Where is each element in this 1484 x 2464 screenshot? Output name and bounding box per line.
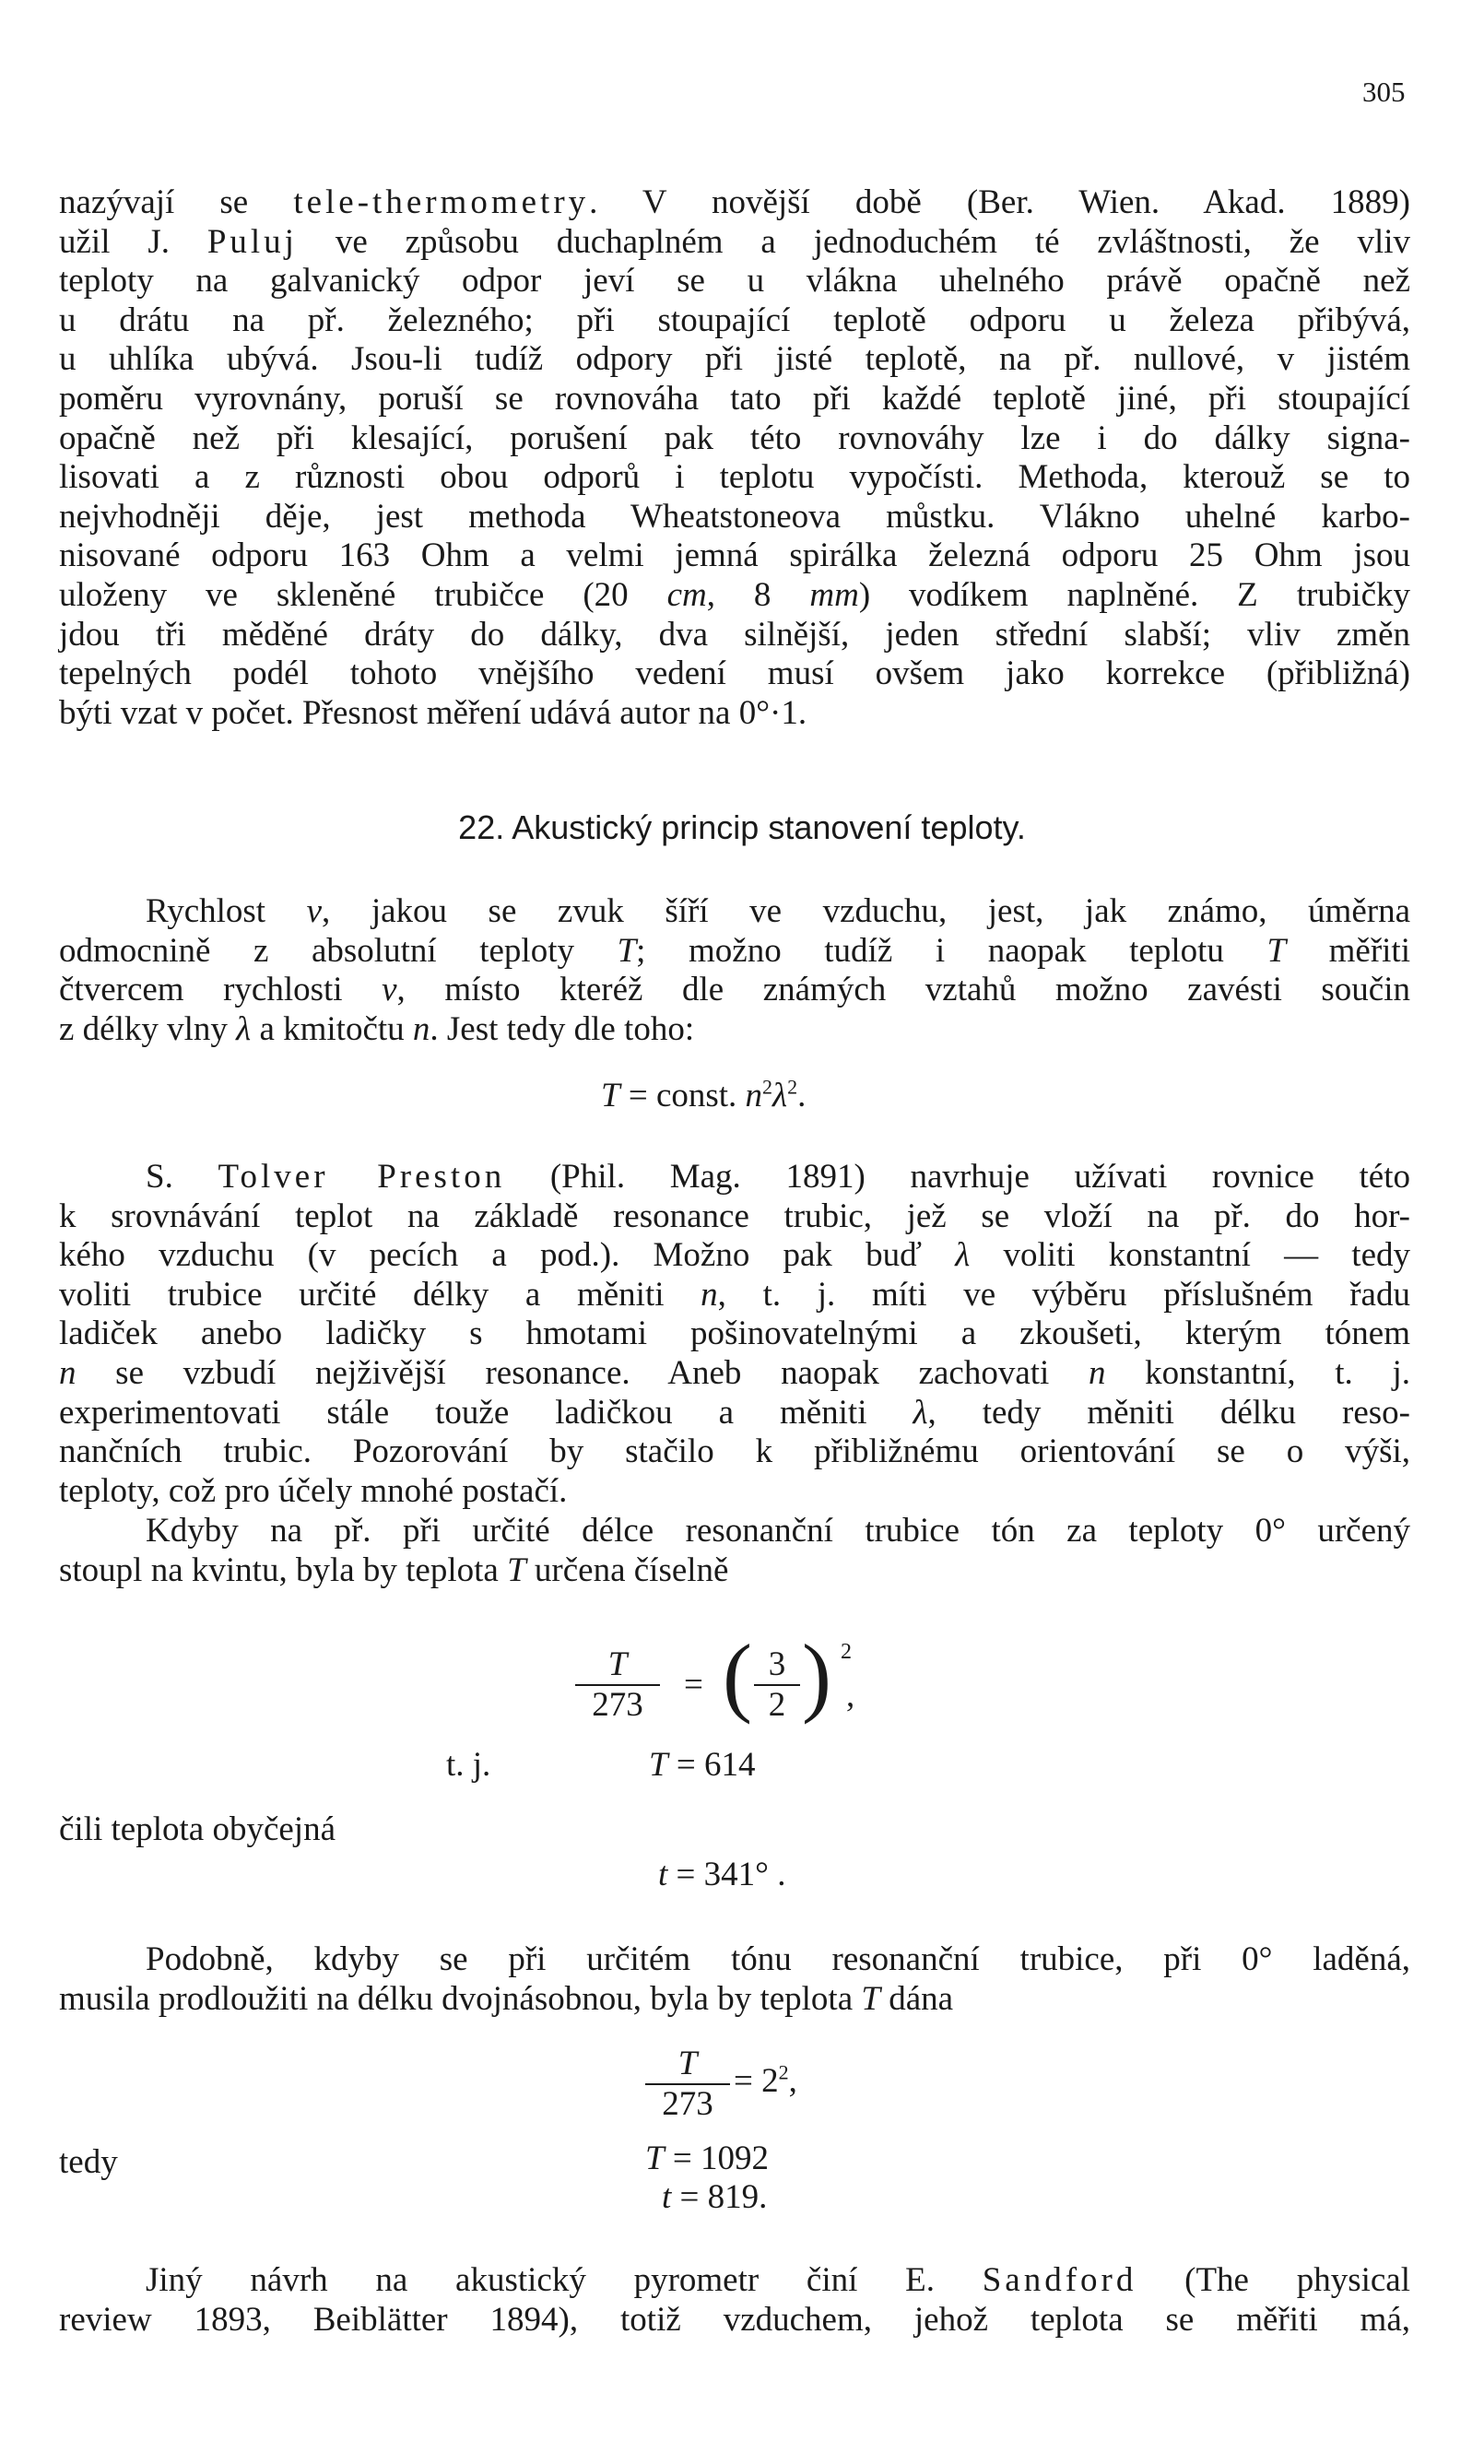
text-line: kého vzduchu (v pecích a pod.). Možno pak buď λ voliti konstantní — tedy: [59, 1236, 1410, 1275]
text-line: ladiček anebo ladičky s hmotami pošinovatelnými a zkoušeti, kterým tónem: [59, 1315, 1410, 1353]
text-line: musila prodloužiti na délku dvojnásobnou, byla by teplota T dána: [59, 1979, 954, 2018]
text-line: Jiný návrh na akustický pyrometr činí E. Sandford (The physical: [146, 2261, 1411, 2299]
text-line: k srovnávání teplot na základě resonance trubic, jež se vloží na př. do hor-: [59, 1197, 1410, 1235]
text-line: nazývají se tele-thermometry. V novější době (Ber. Wien. Akad. 1889): [59, 183, 1410, 221]
fraction-denominator: 273: [662, 2085, 713, 2123]
text-line: voliti trubice určité délky a měniti n, t. j. míti ve výběru příslušném řadu: [59, 1275, 1410, 1314]
fraction-denominator: 2: [768, 1686, 786, 1724]
text-line: z délky vlny λ a kmitočtu n. Jest tedy dle toho:: [59, 1009, 695, 1048]
text-line: stoupl na kvintu, byla by teplota T určena číselně: [59, 1550, 729, 1589]
text-line: teploty, což pro účely mnohé postačí.: [59, 1471, 568, 1510]
label-tedy: tedy: [59, 2143, 118, 2181]
text-line: u drátu na př. železného; při stoupající teplotě odporu u železa přibývá,: [59, 301, 1410, 339]
text-line: Kdyby na př. při určité délce resonanční trubice tón za teploty 0° určený: [146, 1512, 1410, 1550]
label-cili-teplota: čili teplota obyčejná: [59, 1810, 336, 1848]
fraction-t-over-273: [575, 1645, 660, 1725]
fraction-3-over-2: [754, 1645, 800, 1725]
equation-t-614: T = 614: [649, 1746, 756, 1784]
text-line: odmocnině z absolutní teploty T; možno tudíž i naopak teplotu T měřiti: [59, 931, 1410, 970]
text-line: tepelných podél tohoto vnějšího vedení musí ovšem jako korrekce (přibližná): [59, 654, 1410, 693]
text-line: Podobně, kdyby se při určitém tónu resonanční trubice, při 0° laděná,: [146, 1940, 1410, 1978]
equation-t-819: t = 819.: [662, 2178, 768, 2216]
text-line: jdou tři měděné dráty do dálky, dva silnější, jeden střední slabší; vliv změn: [59, 615, 1410, 654]
text-line: experimentovati stále touže ladičkou a měniti λ, tedy měniti délku reso-: [59, 1393, 1410, 1432]
left-parenthesis: (: [723, 1626, 752, 1725]
text-line: nejvhodněji děje, jest methoda Wheatstoneova můstku. Vlákno uhelné karbo-: [59, 497, 1410, 536]
comma: ,: [846, 1677, 855, 1715]
text-line: lisovati a z různosti obou odporů i teplotu vypočísti. Methoda, kterouž se to: [59, 458, 1410, 497]
section-heading: 22. Akustický princip stanovení teploty.: [458, 808, 1026, 846]
fraction-numerator: T: [645, 2045, 730, 2085]
text-line: n se vzbudí nejživější resonance. Aneb naopak zachovati n konstantní, t. j.: [59, 1354, 1410, 1392]
text-line: u uhlíka ubývá. Jsou-li tudíž odpory při jisté teplotě, na př. nullové, v jistém: [59, 340, 1410, 379]
right-parenthesis: ): [802, 1626, 831, 1725]
exponent: 2: [841, 1640, 852, 1664]
text-line: nančních trubic. Pozorování by stačilo k přibližnému orientování se o výši,: [59, 1432, 1410, 1471]
text-line: opačně než při klesající, porušení pak této rovnováhy lze i do dálky signa-: [59, 419, 1410, 457]
text-line: užil J. Puluj ve způsobu duchaplném a jednoduchém té zvláštnosti, že vliv: [59, 222, 1410, 261]
fraction-numerator: 3: [754, 1645, 800, 1686]
text-line: nisované odporu 163 Ohm a velmi jemná spirálka železná odporu 25 Ohm jsou: [59, 536, 1410, 575]
text-line: býti vzat v počet. Přesnost měření udává autor na 0°·1.: [59, 693, 807, 732]
text-line: uloženy ve skleněné trubičce (20 cm, 8 mm) vodíkem naplněné. Z trubičky: [59, 576, 1411, 614]
fraction-denominator: 273: [592, 1686, 643, 1724]
label-tj: t. j.: [446, 1746, 491, 1784]
fraction-numerator: T: [575, 1645, 660, 1686]
equation-const: T = const. $n^2\lambda^2$.: [601, 1075, 807, 1114]
text-line: Rychlost v, jakou se zvuk šíří ve vzduchu, jest, jak známo, úměrna: [146, 892, 1410, 930]
text-line: S. Tolver Preston (Phil. Mag. 1891) navrhuje užívati rovnice této: [146, 1158, 1410, 1196]
page-number: 305: [1362, 76, 1406, 108]
equation-t-341: t = 341° .: [658, 1856, 786, 1893]
text-line: review 1893, Beiblätter 1894), totiž vzduchem, jehož teplota se měřiti má,: [59, 2301, 1410, 2339]
text-line: poměru vyrovnány, poruší se rovnováha tato při každé teplotě jiné, při stoupající: [59, 380, 1410, 418]
equation-rhs-2-squared: = $2^2$,: [734, 2060, 797, 2100]
text-line: teploty na galvanický odpor jeví se u vlákna uhelného právě opačně než: [59, 262, 1410, 301]
equals-sign: =: [684, 1666, 703, 1704]
equation-t-1092: T = 1092: [645, 2140, 769, 2177]
fraction-t-over-273-second: [645, 2045, 730, 2124]
text-line: čtvercem rychlosti v, místo kteréž dle známých vztahů možno zavésti součin: [59, 971, 1410, 1008]
